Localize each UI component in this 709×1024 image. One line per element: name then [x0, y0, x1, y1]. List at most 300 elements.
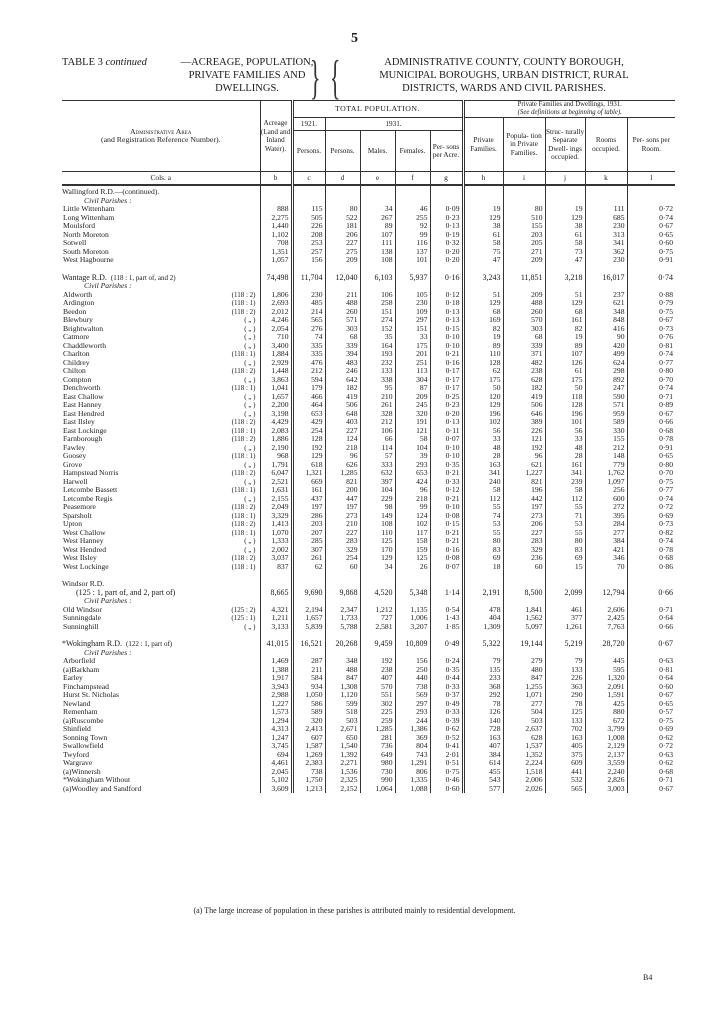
table-cell: 55	[545, 503, 585, 512]
table-cell: 277	[585, 529, 627, 538]
table-cell: 1·43	[430, 614, 463, 623]
table-cell: 3,609	[260, 785, 292, 794]
registration-ref: (118 : 2)	[231, 503, 256, 511]
table-cell: 1,006	[395, 614, 430, 623]
table-cell: 275	[325, 248, 360, 257]
table-cell	[360, 578, 395, 589]
table-cell: 2,006	[503, 776, 545, 785]
table-cell: 250	[395, 666, 430, 675]
table-cell: 1,657	[292, 614, 325, 623]
area-name: (a)Barkham	[63, 665, 100, 674]
table-cell: 1,587	[292, 742, 325, 751]
table-cell: 1,064	[360, 785, 395, 794]
table-cell: 455	[463, 768, 503, 777]
table-cell: 804	[395, 742, 430, 751]
table-cell: 0·21	[430, 529, 463, 538]
table-cell: 518	[325, 708, 360, 717]
area-name: Sotwell	[63, 239, 87, 247]
table-cell: 1,333	[260, 537, 292, 546]
table-cell: 0·64	[627, 614, 675, 623]
table-cell: 230	[395, 299, 430, 308]
title-right-line: DISTRICTS, WARDS AND CIVIL PARISHES.	[402, 83, 606, 94]
registration-ref: (125 : 1)	[231, 614, 256, 622]
table-cell	[360, 597, 395, 606]
table-cell: 0·71	[627, 606, 675, 615]
table-cell: 225	[360, 708, 395, 717]
table-cell: 1,285	[325, 469, 360, 478]
table-cell: 11,851	[503, 272, 545, 283]
table-cell: 0·74	[627, 214, 675, 223]
table-cell	[585, 185, 627, 197]
area-name: Brightwalton	[63, 324, 104, 333]
table-cell: 0·21	[430, 537, 463, 546]
table-cell: 543	[463, 776, 503, 785]
table-cell	[503, 282, 545, 291]
table-cell	[463, 282, 503, 291]
parish-row	[62, 231, 675, 240]
table-cell: 397	[360, 478, 395, 487]
table-cell: 129	[463, 401, 503, 410]
table-cell: 41,015	[260, 638, 292, 649]
table-cell: 118	[545, 393, 585, 402]
area-name: Goosey	[63, 452, 87, 460]
table-cell: 128	[545, 401, 585, 410]
parish-row	[62, 708, 675, 717]
parish-row	[62, 785, 675, 794]
table-cell: 205	[503, 239, 545, 248]
area-name: Earley	[63, 674, 83, 682]
area-name: West Hanney	[63, 537, 104, 545]
table-cell: 0·62	[430, 725, 463, 734]
table-cell: 1,841	[503, 606, 545, 615]
parish-row	[62, 427, 675, 436]
table-cell: 114	[360, 444, 395, 453]
table-cell	[292, 185, 325, 197]
table-cell: 3,559	[585, 759, 627, 768]
area-name: Twyford	[63, 750, 90, 759]
table-cell: 106	[360, 427, 395, 436]
table-cell: 0·80	[627, 367, 675, 376]
table-cell: 209	[503, 256, 545, 265]
table-cell: 2,240	[585, 768, 627, 777]
table-cell	[292, 197, 325, 206]
table-cell: 586	[292, 700, 325, 709]
table-cell	[627, 282, 675, 291]
table-cell: 19	[545, 333, 585, 342]
table-cell: 129	[292, 452, 325, 461]
registration-ref: (118 : 2)	[231, 469, 256, 477]
table-cell: 273	[325, 512, 360, 521]
parish-row	[62, 776, 675, 785]
table-cell: 271	[503, 248, 545, 257]
table-cell: 2,413	[292, 725, 325, 734]
footnote: (a) The large increase of population in these parishes is attributed mainly to residential development.	[193, 906, 516, 915]
table-cell: 329	[503, 546, 545, 555]
table-cell: 335	[292, 342, 325, 351]
table-cell: 779	[585, 461, 627, 470]
table-cell: 727	[360, 614, 395, 623]
table-cell: 302	[360, 700, 395, 709]
table-cell: 115	[292, 205, 325, 214]
table-cell: 0·08	[430, 512, 463, 521]
table-cell: 577	[463, 785, 503, 794]
table-cell: 1,135	[395, 606, 430, 615]
table-cell: 2,049	[260, 503, 292, 512]
parish-row	[62, 461, 675, 470]
table-cell: 51	[463, 291, 503, 300]
registration-ref: ( „ )	[244, 477, 256, 486]
table-cell: 74,498	[260, 272, 292, 283]
table-cell: 464	[292, 401, 325, 410]
table-cell: 0·86	[627, 563, 675, 572]
table-cell: 1,448	[260, 367, 292, 376]
page-reference: B4	[643, 973, 653, 982]
area-name: Aldworth	[63, 290, 93, 299]
table-cell: 218	[325, 444, 360, 453]
table-cell: 200	[325, 486, 360, 495]
area-name: Sonning Town	[63, 733, 108, 742]
table-cell: 1,540	[325, 742, 360, 751]
table-cell: 3,863	[260, 376, 292, 385]
table-cell: 2,929	[260, 359, 292, 368]
area-name: West Hendred	[63, 545, 107, 554]
table-cell	[292, 649, 325, 658]
table-cell: 129	[545, 299, 585, 308]
table-cell	[585, 649, 627, 658]
table-cell: 281	[360, 734, 395, 743]
table-cell: 341	[545, 469, 585, 478]
table-cell: 61	[545, 367, 585, 376]
subheading-row	[62, 649, 675, 658]
col-key: k	[585, 172, 627, 186]
area-name: Wantage R.D.	[62, 272, 107, 282]
table-cell	[503, 197, 545, 206]
table-cell: 245	[395, 401, 430, 410]
table-cell: 1,518	[503, 768, 545, 777]
area-name: West Lockinge	[63, 562, 109, 571]
table-cell: 743	[395, 751, 430, 760]
table-cell: 133	[545, 717, 585, 726]
table-cell: 272	[585, 503, 627, 512]
table-cell: 16,017	[585, 272, 627, 283]
table-cell: 0·33	[430, 683, 463, 692]
table-cell: 0·46	[430, 776, 463, 785]
table-cell: 648	[325, 410, 360, 419]
table-cell: 1,536	[325, 768, 360, 777]
table-cell	[292, 597, 325, 606]
table-cell	[360, 197, 395, 206]
table-cell: 339	[325, 342, 360, 351]
table-cell	[585, 571, 627, 578]
table-cell: 108	[360, 256, 395, 265]
area-name: West Ilsley	[63, 554, 97, 562]
table-cell: 227	[325, 239, 360, 248]
table-cell	[463, 571, 503, 578]
title-left-line: —ACREAGE, POPULATION,	[180, 57, 314, 68]
registration-ref: ( „ )	[244, 460, 256, 469]
table-cell: 26	[395, 563, 430, 572]
table-cell: 0·74	[627, 495, 675, 504]
table-cell	[430, 265, 463, 272]
table-cell: 506	[503, 401, 545, 410]
table-cell: 61	[545, 231, 585, 240]
table-cell: 2·01	[430, 751, 463, 760]
table-cell: 1,211	[260, 614, 292, 623]
table-cell	[627, 649, 675, 658]
table-cell: 191	[395, 418, 430, 427]
table-cell: 0·10	[430, 333, 463, 342]
table-cell: 117	[395, 529, 430, 538]
table-cell	[627, 571, 675, 578]
table-cell: 10,809	[395, 638, 430, 649]
table-cell: 58	[463, 486, 503, 495]
parish-row	[62, 606, 675, 615]
table-cell: 110	[360, 529, 395, 538]
col-key: e	[360, 172, 395, 186]
parish-row	[62, 503, 675, 512]
area-name: East Lockinge	[63, 426, 107, 435]
table-cell: 53	[545, 520, 585, 529]
table-cell: 161	[545, 316, 585, 325]
parish-row	[62, 299, 675, 308]
table-cell: 38	[463, 222, 503, 231]
table-cell: 0·67	[627, 785, 675, 794]
table-cell: 39	[395, 452, 430, 461]
area-name: East Hanney	[63, 401, 102, 409]
table-cell: 338	[360, 376, 395, 385]
table-cell: 140	[463, 717, 503, 726]
parish-row	[62, 418, 675, 427]
table-cell: 0·80	[627, 461, 675, 470]
table-cell: 92	[395, 222, 430, 231]
title-right-line: ADMINISTRATIVE COUNTY, COUNTY BOROUGH,	[384, 57, 624, 68]
table-cell: 1,573	[260, 708, 292, 717]
area-name: (a)Woodley and Sandford	[63, 784, 142, 793]
table-cell	[430, 649, 463, 658]
area-name: Ardington	[63, 299, 95, 307]
table-cell: 2,099	[545, 589, 585, 598]
table-cell: 404	[463, 614, 503, 623]
table-cell: 218	[395, 495, 430, 504]
table-cell	[360, 571, 395, 578]
table-cell: 209	[503, 291, 545, 300]
area-name: Letcombe Regis	[63, 494, 113, 503]
table-cell: 19	[463, 205, 503, 214]
parish-row	[62, 563, 675, 572]
table-cell: 111	[360, 239, 395, 248]
table-cell: 0·44	[430, 674, 463, 683]
table-cell: 1,388	[260, 666, 292, 675]
table-cell: 0·25	[430, 393, 463, 402]
table-cell: 1,440	[260, 222, 292, 231]
table-cell: 297	[395, 316, 430, 325]
table-cell: 50	[545, 384, 585, 393]
table-cell: 214	[292, 308, 325, 317]
table-cell	[627, 185, 675, 197]
table-cell: 4,321	[260, 606, 292, 615]
table-cell: 120	[463, 393, 503, 402]
table-cell: 419	[503, 393, 545, 402]
area-name: Hurst St. Nicholas	[63, 691, 119, 699]
table-cell: 121	[503, 435, 545, 444]
header-area: Administrative Area (and Registration Reference Number).	[62, 101, 260, 172]
table-cell: 148	[585, 452, 627, 461]
table-cell: 837	[260, 563, 292, 572]
table-cell	[360, 649, 395, 658]
table-cell: 614	[463, 759, 503, 768]
table-cell: 341	[585, 239, 627, 248]
table-cell: 96	[395, 486, 430, 495]
table-cell	[260, 578, 292, 589]
table-cell: 0·13	[430, 316, 463, 325]
table-cell: 0·66	[627, 589, 675, 598]
table-cell: 128	[463, 359, 503, 368]
table-cell: 0·21	[430, 350, 463, 359]
parish-row	[62, 537, 675, 546]
table-cell: 1,537	[503, 742, 545, 751]
area-name: Sunninghill	[63, 622, 99, 631]
brace-left-icon: {	[330, 51, 341, 104]
table-cell: 179	[292, 384, 325, 393]
area-name: Denchworth	[63, 384, 101, 392]
table-cell	[395, 578, 430, 589]
table-cell: 4,461	[260, 759, 292, 768]
table-cell: 375	[545, 751, 585, 760]
table-cell	[395, 649, 430, 658]
table-cell: 389	[503, 418, 545, 427]
table-cell: 419	[325, 393, 360, 402]
table-cell: 483	[325, 359, 360, 368]
area-name: Moulsford	[63, 222, 96, 230]
table-cell: 71	[545, 512, 585, 521]
parish-row	[62, 239, 675, 248]
parish-row	[62, 529, 675, 538]
table-cell	[627, 631, 675, 638]
table-cell: 0·35	[430, 461, 463, 470]
table-cell: 69	[545, 554, 585, 563]
table-cell: 0·63	[627, 751, 675, 760]
table-cell: 522	[325, 214, 360, 223]
header-families-dwellings: Private Families and Dwellings, 1931. (See definitions at beginning of table).	[463, 101, 675, 118]
table-cell: 12,794	[585, 589, 627, 598]
table-cell	[395, 282, 430, 291]
table-cell: 368	[463, 683, 503, 692]
table-cell: 156	[395, 657, 430, 666]
table-cell: 3,218	[545, 272, 585, 283]
table-cell: 1,352	[503, 751, 545, 760]
table-cell: 18	[463, 563, 503, 572]
table-cell: 1·14	[430, 589, 463, 598]
table-cell: 129	[360, 554, 395, 563]
table-cell: 4,246	[260, 316, 292, 325]
table-cell: 313	[585, 231, 627, 240]
table-cell: 0·66	[627, 418, 675, 427]
header-separate-dwellings: Struc- turally Separate Dwell- ings occupied.	[545, 118, 585, 172]
table-cell: 181	[325, 222, 360, 231]
table-cell: 61	[463, 231, 503, 240]
table-cell: 3,207	[395, 623, 430, 632]
table-cell	[292, 578, 325, 589]
table-cell: 2,002	[260, 546, 292, 555]
table-cell: 2,190	[260, 444, 292, 453]
table-cell: 33	[395, 333, 430, 342]
area-name: *Wokingham R.D.	[62, 639, 123, 648]
table-cell: 1,591	[585, 691, 627, 700]
parish-row	[62, 742, 675, 751]
table-cell: 1,657	[260, 393, 292, 402]
table-cell	[260, 265, 292, 272]
table-cell	[627, 197, 675, 206]
table-cell: 0·60	[627, 683, 675, 692]
parish-row	[62, 554, 675, 563]
table-cell: 233	[463, 674, 503, 683]
table-cell: 79	[463, 657, 503, 666]
table-cell: 0·10	[430, 503, 463, 512]
table-cell: 0·23	[430, 214, 463, 223]
table-cell	[325, 282, 360, 291]
parish-row	[62, 291, 675, 300]
table-cell: 206	[503, 520, 545, 529]
table-cell: 6,047	[260, 469, 292, 478]
table-cell: 0·65	[627, 700, 675, 709]
table-cell: 621	[503, 461, 545, 470]
table-cell: 0·75	[430, 768, 463, 777]
table-cell: 80	[545, 537, 585, 546]
table-cell: 1,308	[325, 683, 360, 692]
table-cell	[325, 649, 360, 658]
header-total-population: TOTAL POPULATION.	[292, 101, 463, 118]
table-cell: 333	[360, 461, 395, 470]
table-cell: 0·74	[627, 384, 675, 393]
table-cell: 384	[585, 537, 627, 546]
table-cell: 0·79	[627, 299, 675, 308]
table-cell: 210	[325, 520, 360, 529]
table-cell: 330	[585, 427, 627, 436]
registration-ref: ( „ )	[244, 409, 256, 418]
table-cell: 68	[463, 308, 503, 317]
registration-ref: (118 : 2)	[231, 554, 256, 562]
table-cell	[627, 597, 675, 606]
table-cell: 599	[325, 700, 360, 709]
parish-row	[62, 546, 675, 555]
table-cell: 197	[325, 503, 360, 512]
parish-row	[62, 520, 675, 529]
table-cell	[627, 578, 675, 589]
table-cell: 710	[260, 333, 292, 342]
table-cell	[325, 597, 360, 606]
area-name: South Moreton	[63, 247, 109, 256]
parish-row	[62, 367, 675, 376]
table-cell	[585, 282, 627, 291]
table-cell: 253	[292, 239, 325, 248]
table-cell: 121	[395, 427, 430, 436]
table-cell: 5,937	[395, 272, 430, 283]
table-cell: 0·74	[627, 272, 675, 283]
table-cell	[260, 185, 292, 197]
registration-ref: ( „ )	[244, 333, 256, 341]
parish-row	[62, 401, 675, 410]
table-cell: 600	[585, 495, 627, 504]
table-cell: 124	[395, 512, 430, 521]
table-cell: 2,137	[585, 751, 627, 760]
registration-ref: (118 : 2)	[231, 307, 256, 316]
table-cell: 2,091	[585, 683, 627, 692]
table-cell: 708	[260, 239, 292, 248]
table-cell: 8,665	[260, 589, 292, 598]
table-cell: 0·73	[627, 520, 675, 529]
table-cell: 403	[325, 418, 360, 427]
table-cell: 11,704	[292, 272, 325, 283]
